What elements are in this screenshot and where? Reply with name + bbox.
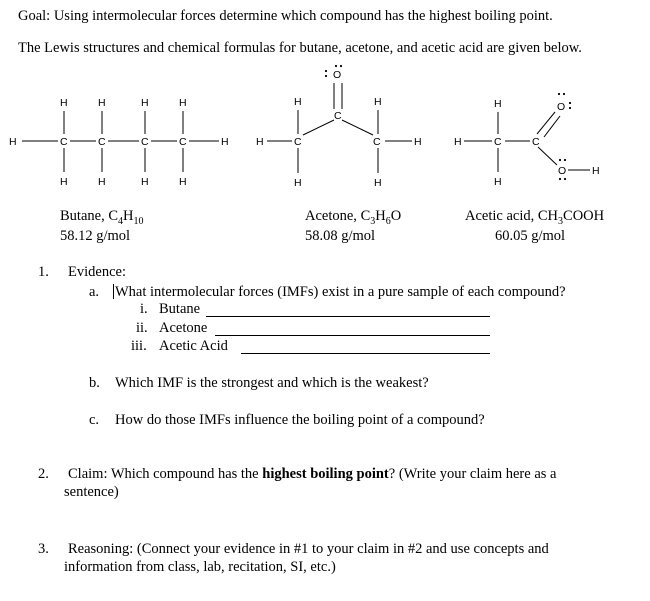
lone-pair-dot: [559, 178, 561, 180]
q3-number: 3.: [38, 541, 49, 557]
atom-c: C: [494, 136, 502, 148]
atom-h: H: [592, 165, 600, 177]
q3-text-line2: information from class, lab, recitation, SI, etc.): [64, 559, 336, 575]
q1-item-label: i.: [140, 301, 148, 317]
atom-c: C: [334, 110, 342, 122]
lone-pair-dot: [325, 75, 327, 77]
bond: [537, 112, 555, 134]
lone-pair-dot: [569, 107, 571, 109]
compound-mass-acetic-acid: 60.05 g/mol: [495, 228, 566, 244]
q1-item-butane: Butane: [159, 301, 201, 317]
atom-h: H: [374, 177, 382, 189]
lone-pair-dot: [558, 93, 560, 95]
q1-item-acetic-acid: Acetic Acid: [159, 338, 228, 354]
q2-text: Claim: Which compound has the highest boiling point? (Write your claim here as a: [68, 466, 557, 482]
q1-number: 1.: [38, 264, 49, 280]
atom-h: H: [256, 136, 264, 148]
q1-item-acetone: Acetone: [159, 320, 208, 336]
q1b-label: b.: [89, 375, 100, 391]
atom-o: O: [558, 165, 567, 177]
q1-item-label: iii.: [131, 338, 147, 354]
bond: [544, 116, 560, 137]
atom-h: H: [294, 96, 302, 108]
atom-h: H: [414, 136, 422, 148]
answer-line-acetone[interactable]: [215, 335, 490, 336]
atom-h: H: [294, 177, 302, 189]
lone-pair-dot: [335, 65, 337, 67]
answer-line-butane[interactable]: [206, 316, 490, 317]
atom-o: O: [557, 101, 566, 113]
q1a-label: a.: [89, 284, 100, 300]
q1-title: Evidence:: [68, 264, 126, 280]
q1b-text: Which IMF is the strongest and which is the weakest?: [115, 375, 429, 391]
compound-label-butane: Butane, $C_4H_{10}$: [60, 208, 144, 227]
lone-pair-dot: [564, 178, 566, 180]
bond: [342, 120, 373, 135]
atom-c: C: [98, 136, 106, 148]
atom-c: C: [532, 136, 540, 148]
atom-c: C: [294, 136, 302, 148]
atom-c: C: [60, 136, 68, 148]
goal-text: Goal: Using intermolecular forces determine which compound has the highest boiling point.: [18, 8, 553, 24]
lone-pair-dot: [340, 65, 342, 67]
q2-number: 2.: [38, 466, 49, 482]
q1c-label: c.: [89, 412, 100, 428]
atom-h: H: [98, 176, 106, 188]
intro-text: The Lewis structures and chemical formulas for butane, acetone, and acetic acid are given below.: [18, 40, 582, 56]
compound-mass-acetone: 58.08 g/mol: [305, 228, 376, 244]
atom-h: H: [454, 136, 462, 148]
compound-name: Acetic acid,: [465, 208, 538, 224]
atom-o: O: [333, 69, 342, 81]
compound-label-acetic-acid: Acetic acid, $CH_3COOH$: [465, 208, 605, 227]
lone-pair-dot: [559, 159, 561, 161]
text-cursor: [113, 284, 114, 299]
atom-c: C: [373, 136, 381, 148]
q2-text-line2: sentence): [64, 484, 119, 500]
atom-h: H: [141, 97, 149, 109]
atom-h: H: [60, 97, 68, 109]
q3-text-line1: Reasoning: (Connect your evidence in #1 to your claim in #2 and use concepts and: [68, 541, 549, 557]
atom-h: H: [98, 97, 106, 109]
atom-h: H: [221, 136, 229, 148]
bond: [303, 120, 334, 135]
atom-h: H: [60, 176, 68, 188]
lone-pair-dot: [564, 159, 566, 161]
lone-pair-dot: [569, 102, 571, 104]
atom-h: H: [9, 136, 17, 148]
atom-h: H: [179, 97, 187, 109]
lone-pair-dot: [563, 93, 565, 95]
lone-pair-dot: [325, 70, 327, 72]
atom-h: H: [494, 176, 502, 188]
atom-h: H: [141, 176, 149, 188]
bond: [538, 147, 557, 165]
answer-line-acetic-acid[interactable]: [241, 353, 490, 354]
atom-c: C: [141, 136, 149, 148]
atom-h: H: [179, 176, 187, 188]
q1-item-label: ii.: [136, 320, 148, 336]
q1c-text: How do those IMFs influence the boiling point of a compound?: [115, 412, 485, 428]
compound-name: Acetone,: [305, 208, 361, 224]
q2-bold-phrase: highest boiling point: [262, 466, 389, 482]
compound-name: Butane,: [60, 208, 109, 224]
atom-c: C: [179, 136, 187, 148]
compound-mass-butane: 58.12 g/mol: [60, 228, 131, 244]
q1a-text: What intermolecular forces (IMFs) exist in a pure sample of each compound?: [115, 284, 566, 300]
atom-h: H: [494, 98, 502, 110]
compound-label-acetone: Acetone, $C_3H_6O$: [305, 208, 402, 227]
atom-h: H: [374, 96, 382, 108]
